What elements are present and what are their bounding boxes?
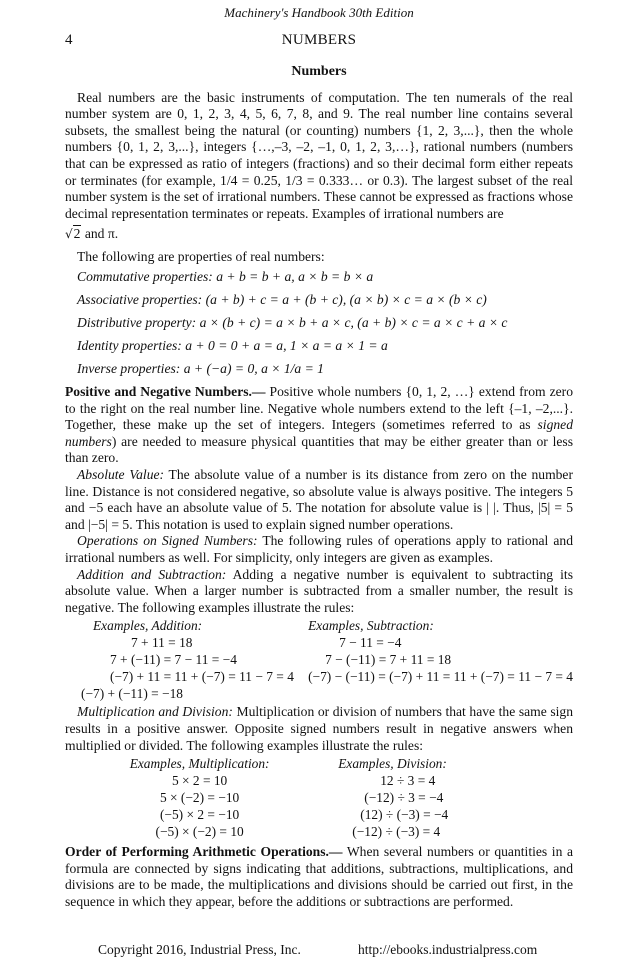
operations-label: Operations on Signed Numbers: bbox=[77, 533, 258, 549]
property-expression: (a + b) + c = a + (b + c), (a × b) × c = a × (b × c) bbox=[202, 291, 487, 307]
signed-numbers-term: signed numbers bbox=[65, 417, 573, 449]
positive-negative-text-1: Positive whole numbers {0, 1, 2, …} extend from zero to the right on the real number line. Negative whole numbers extend to the left {–1, –2,...}. Together, these make up the set of integers. Integers (sometimes referred to as bbox=[65, 384, 573, 433]
multiplication-division-paragraph bbox=[65, 704, 573, 754]
properties-intro: The following are properties of real numbers: bbox=[77, 248, 325, 264]
intro-paragraph: Real numbers are the basic instruments of computation. The ten numerals of the real number system are 0, 1, 2, 3, 4, 5, 6, 7, 8, and 9. The real number line contains several subsets, the smallest being the natural (or counting) numbers {1, 2, 3,...}, then the whole numbers {0, 1, 2, 3,...}, integers {…,–3, –2, –1, 0, 1, 2, 3,…}, rational numbers (numbers that can be expressed as ratio of integers (fractions) and so their decimal form either repeats or terminates (for example, 1/4 = 0.25, 1/3 = 0.333… or 0.3). The largest subset of the real number system is the set of irrational numbers. These cannot be expressed as fractions whose decimal representation terminates or repeats. Examples of irrational numbers are bbox=[65, 89, 573, 221]
section-title: Numbers bbox=[291, 64, 347, 79]
and-pi-text: and π. bbox=[81, 226, 119, 242]
page-body bbox=[65, 64, 573, 910]
division-example: 12 ÷ 3 = 4 bbox=[380, 773, 436, 789]
division-example: (12) ÷ (−3) = −4 bbox=[360, 807, 449, 823]
addition-example: (−7) + 11 = 11 + (−7) = 11 − 7 = 4 bbox=[110, 669, 294, 685]
multiplication-example: 5 × 2 = 10 bbox=[171, 773, 228, 789]
absolute-value-text: The absolute value of a number is its distance from zero on the number line. Distance is not considered negative, so absolute value is always positive. The integers 5 and −5 each have an absolute value of 5. The notation for absolute value is | |. Thus, |5| = 5 and |−5| = 5. This notation is used to explain signed number operations. bbox=[65, 466, 573, 532]
operations-text: The following rules of operations apply to rational and irrational numbers as well. For simplicity, only integers are given as examples. bbox=[65, 533, 573, 565]
multiplication-division-examples bbox=[65, 755, 573, 840]
order-of-operations-heading: Order of Performing Arithmetic Operations.— bbox=[65, 844, 343, 860]
distributive-property bbox=[77, 315, 573, 332]
irrational-examples bbox=[65, 226, 573, 243]
subtraction-example: (−7) − (−11) = (−7) + 11 = 11 + (−7) = 11 − 7 = 4 bbox=[308, 669, 573, 685]
copyright-text: Copyright 2016, Industrial Press, Inc. bbox=[98, 942, 301, 957]
addition-subtraction-paragraph bbox=[65, 567, 573, 617]
addition-example: 7 + 11 = 18 bbox=[131, 635, 193, 651]
property-name: Distributive property: bbox=[77, 314, 197, 330]
absolute-value-label: Absolute Value: bbox=[77, 466, 165, 482]
page-number: 4 bbox=[65, 32, 73, 48]
addition-subtraction-examples bbox=[65, 617, 573, 702]
chapter-title: NUMBERS bbox=[281, 32, 357, 48]
multiplication-examples-heading: Examples, Multiplication: bbox=[129, 756, 270, 772]
multiplication-example: (−5) × 2 = −10 bbox=[159, 807, 240, 823]
addition-example: 7 + (−11) = 7 − 11 = −4 bbox=[110, 652, 237, 668]
property-expression: a × (b + c) = a × b + a × c, (a + b) × c = a × c + a × c bbox=[196, 314, 508, 330]
division-example: (−12) ÷ 3 = −4 bbox=[364, 790, 444, 806]
positive-negative-paragraph bbox=[65, 384, 573, 467]
multiplication-example: (−5) × (−2) = 10 bbox=[155, 824, 244, 840]
square-root-icon: √ bbox=[65, 227, 73, 242]
subtraction-example: 7 − 11 = −4 bbox=[339, 635, 402, 651]
property-name: Commutative properties: bbox=[77, 268, 213, 284]
addition-subtraction-label: Addition and Subtraction: bbox=[77, 566, 227, 582]
subtraction-example: 7 − (−11) = 7 + 11 = 18 bbox=[325, 652, 452, 668]
order-of-operations-paragraph bbox=[65, 844, 573, 910]
property-expression: a + 0 = 0 + a = a, 1 × a = a × 1 = a bbox=[181, 337, 388, 353]
sqrt-argument: 2 bbox=[73, 226, 81, 242]
property-expression: a + b = b + a, a × b = b × a bbox=[212, 268, 374, 284]
absolute-value-paragraph bbox=[65, 467, 573, 533]
property-name: Inverse properties: bbox=[77, 360, 181, 376]
inverse-property bbox=[77, 361, 573, 378]
positive-negative-heading: Positive and Negative Numbers.— bbox=[65, 384, 266, 399]
commutative-property bbox=[77, 269, 573, 286]
addition-example: (−7) + (−11) = −18 bbox=[81, 686, 183, 702]
publisher-url: http://ebooks.industrialpress.com bbox=[358, 942, 538, 957]
property-name: Identity properties: bbox=[77, 337, 182, 353]
property-expression: a + (−a) = 0, a × 1/a = 1 bbox=[180, 360, 324, 376]
multiplication-division-label: Multiplication and Division: bbox=[77, 704, 233, 720]
subtraction-examples-heading: Examples, Subtraction: bbox=[308, 618, 434, 634]
positive-negative-text-2: ) are needed to measure physical quantities that may be either greater than or less than zero. bbox=[65, 433, 573, 466]
multiplication-division-text: Multiplication or division of numbers that have the same sign results in a positive answer. Opposite signed numbers result in negative answers when multiplied or divided. The following examples illustrate the rules: bbox=[65, 704, 573, 753]
addition-examples-heading: Examples, Addition: bbox=[93, 618, 203, 634]
running-title: Machinery's Handbook 30th Edition bbox=[224, 5, 414, 20]
addition-subtraction-text: Adding a negative number is equivalent to subtracting its absolute value. When a larger number is subtracted from a smaller number, the result is negative. The following examples illustrate the rules: bbox=[65, 566, 573, 615]
associative-property bbox=[77, 292, 573, 309]
property-name: Associative properties: bbox=[77, 291, 203, 307]
operations-paragraph bbox=[65, 533, 573, 566]
division-example: (−12) ÷ (−3) = 4 bbox=[352, 824, 441, 840]
identity-property bbox=[77, 338, 573, 355]
division-examples-heading: Examples, Division: bbox=[338, 756, 447, 772]
order-of-operations-text: When several numbers or quantities in a formula are connected by signs indicating that additions, subtractions, multiplications, and divisions are to be made, the multiplications and divisions should be carried out first, in the sequence in which they appear, before the additions or subtractions are performed. bbox=[65, 844, 573, 909]
multiplication-example: 5 × (−2) = −10 bbox=[159, 790, 240, 806]
